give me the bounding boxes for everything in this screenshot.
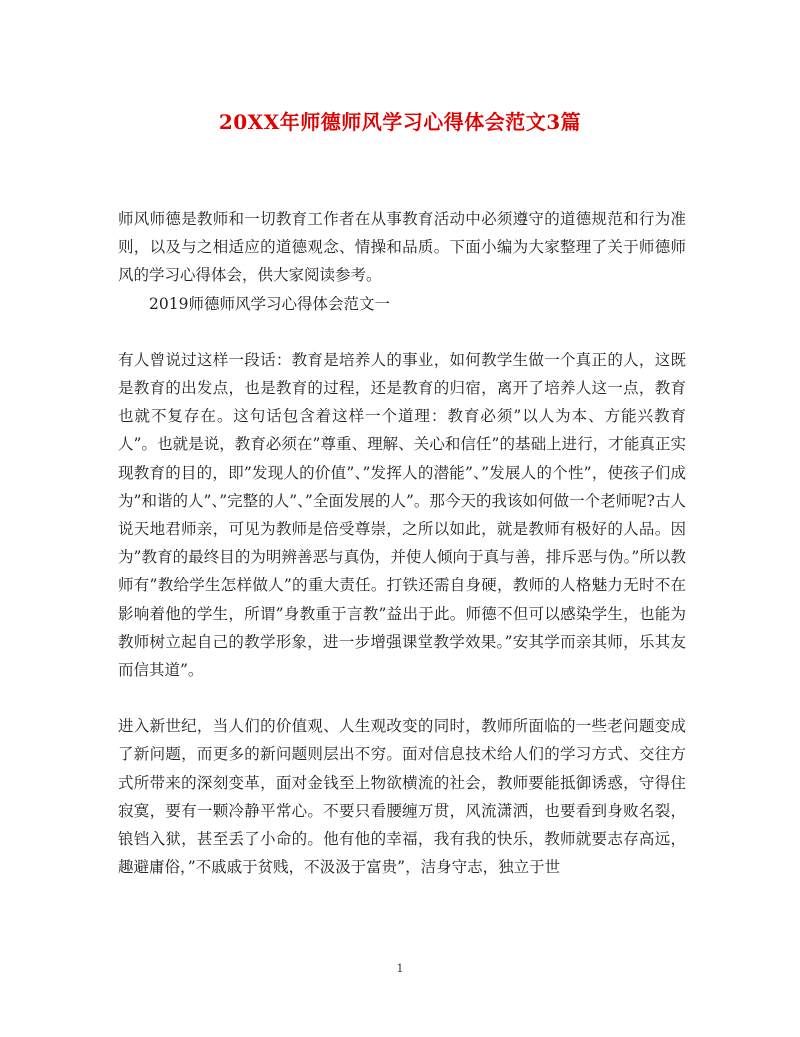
intro-paragraph: 师风师德是教师和一切教育工作者在从事教育活动中必须遵守的道德规范和行为准则，以及与之相适应的道德观念、情操和品质。下面小编为大家整理了关于师德师风的学习心得体会，供大家阅读参考。 — [118, 210, 686, 285]
paragraph-spacer — [118, 684, 686, 712]
document-title: 20XX年师德师风学习心得体会范文3篇 — [218, 110, 582, 134]
document-body — [118, 205, 686, 881]
body-paragraph-1: 有人曾说过这样一段话：教育是培养人的事业，如何教学生做一个真正的人，这既是教育的出发点，也是教育的过程，还是教育的归宿，离开了培养人这一点，教育也就不复存在。这句话包含着这样一个道理：教育必须”以人为本、方能兴教育人”。也就是说，教育必须在”尊重、理解、关心和信任”的基础上进行，才能真正实现教育的目的，即”发现人的价值”、”发挥人的潜能”、”发展人的个性”，使孩子们成为”和谐的人”、”完整的人”、”全面发展的人”。那今天的我该如何做一个老师呢?古人说天地君师亲，可见为教师是倍受尊崇，之所以如此，就是教师有极好的人品。因为”教育的最终目的为明辨善恶与真伪，并使人倾向于真与善，排斥恶与伪。”所以教师有”教给学生怎样做人”的重大责任。打铁还需自身硬，教师的人格魅力无时不在影响着他的学生，所谓”身教重于言教”益出于此。师德不但可以感染学生，也能为教师树立起自己的教学形象，进一步增强课堂教学效果。”安其学而亲其师，乐其友而信其道”。 — [118, 350, 686, 680]
body-paragraph-2: 进入新世纪，当人们的价值观、人生观改变的同时，教师所面临的一些老问题变成了新问题，而更多的新问题则层出不穷。面对信息技术给人们的学习方式、交往方式所带来的深刻变革，面对金钱至上物欲横流的社会，教师要能抵御诱惑，守得住寂寞，要有一颗冷静平常心。不要只看腰缠万贯，风流潇洒，也要看到身败名裂，锒铛入狱，甚至丢了小命的。他有他的幸福，我有我的快乐，教师就要志存高远，趣避庸俗，”不戚戚于贫贱，不汲汲于富贵”，洁身守志，独立于世 — [118, 717, 686, 877]
paragraph-spacer — [118, 318, 686, 346]
page-number: 1 — [396, 962, 404, 975]
section-heading: 2019师德师风学习心得体会范文一 — [149, 294, 390, 313]
